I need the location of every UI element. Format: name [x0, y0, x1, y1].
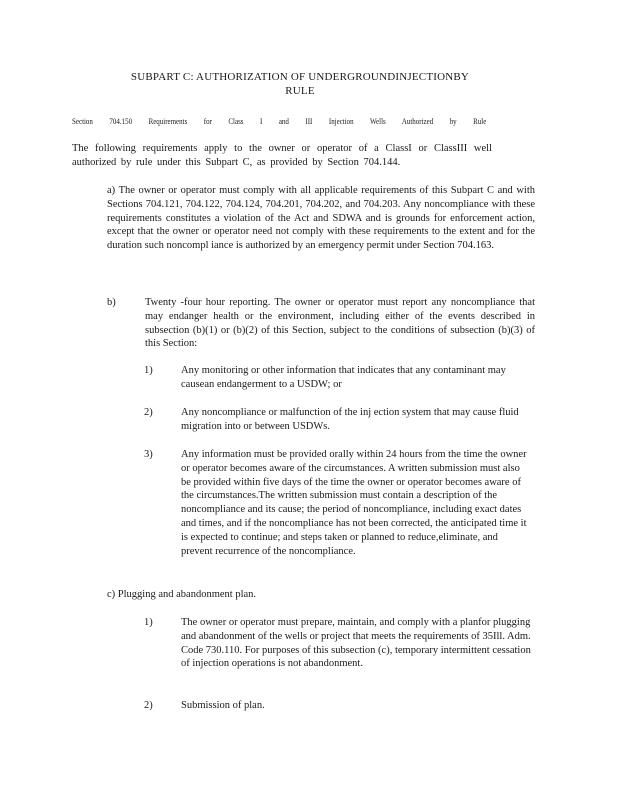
- sub-item-c2: [144, 699, 444, 713]
- list-item-a: [107, 184, 535, 253]
- sub-b2-marker: 2): [144, 407, 153, 418]
- page-title: [90, 70, 510, 98]
- title-line-1: SUBPART C: AUTHORIZATION OF UNDERGROUNDINJECTIONBY: [130, 71, 470, 83]
- sub-b3-marker: 3): [144, 449, 153, 460]
- sub-b1-text: Any monitoring or other information that indicates that any contaminant may causean endangerment to a USDW; or: [181, 365, 506, 390]
- item-a-text: The owner or operator must comply with all applicable requirements of this Subpart C and with Sections 704.121, 704.122, 704.124, 704.201, 704.202, and 704.203. Any noncompliance with these requirements constitutes a violation of the Act and SDWA and is grounds for enforcement action, except that the owner or operator need not comply with these requirements to the extent and for the duration such noncompl iance is authorized by an emergency permit under Section 704.163.: [107, 185, 535, 252]
- section-heading: Section 704.150 Requirements for Class I and III Injection Wells Authorized by Rule: [72, 116, 487, 126]
- list-item-c: [107, 588, 407, 602]
- sub-item-b1: [144, 364, 534, 392]
- sub-item-c1: [144, 616, 534, 671]
- item-b-text: Twenty -four hour reporting. The owner or operator must report any noncompliance that may endanger health or the environment, including either of the events described in subsection (b)(1) or (b)(2) of this Section, subject to the conditions of subsection (b)(3) of this Section:: [145, 297, 535, 350]
- intro-paragraph: The following requirements apply to the owner or operator of a ClassI or ClassIII well authorized by rule under this Subpart C, as provided by Section 704.144.: [72, 143, 492, 168]
- sub-item-b2: [144, 406, 534, 434]
- sub-c1-text: The owner or operator must prepare, maintain, and comply with a planfor plugging and abandonment of the wells or project that meets the requirements of 35Ill. Adm. Code 730.110. For purposes of this subsection (c), temporary intermittent cessation of injection operations is not abandonment.: [181, 617, 531, 670]
- sub-b3-text: Any information must be provided orally within 24 hours from the time the owner or operator becomes aware of the circumstances. A written submission must also be provided within five days of the time the owner or operator becomes aware of the circumstances.The written submission must contain a description of the noncompliance and its cause; the period of noncompliance, including exact dates and times, and if the noncompliance has not been corrected, the anticipated time it is expected to continue; and steps taken or planned to reduce,eliminate, and prevent recurrence of the noncompliance.: [181, 449, 527, 557]
- sub-item-b3: [144, 448, 529, 558]
- item-c-marker: c): [107, 589, 116, 600]
- sub-b2-text: Any noncompliance or malfunction of the inj ection system that may cause fluid migration into or between USDWs.: [181, 407, 519, 432]
- item-b-marker: b): [107, 297, 116, 308]
- item-a-marker: a): [107, 185, 116, 196]
- title-line-2: RULE: [285, 85, 315, 97]
- item-c-text: Plugging and abandonment plan.: [117, 589, 257, 600]
- sub-c2-marker: 2): [144, 700, 153, 711]
- sub-c1-marker: 1): [144, 617, 153, 628]
- sub-b1-marker: 1): [144, 365, 153, 376]
- list-item-b: [107, 296, 535, 351]
- sub-c2-text: Submission of plan.: [181, 700, 265, 711]
